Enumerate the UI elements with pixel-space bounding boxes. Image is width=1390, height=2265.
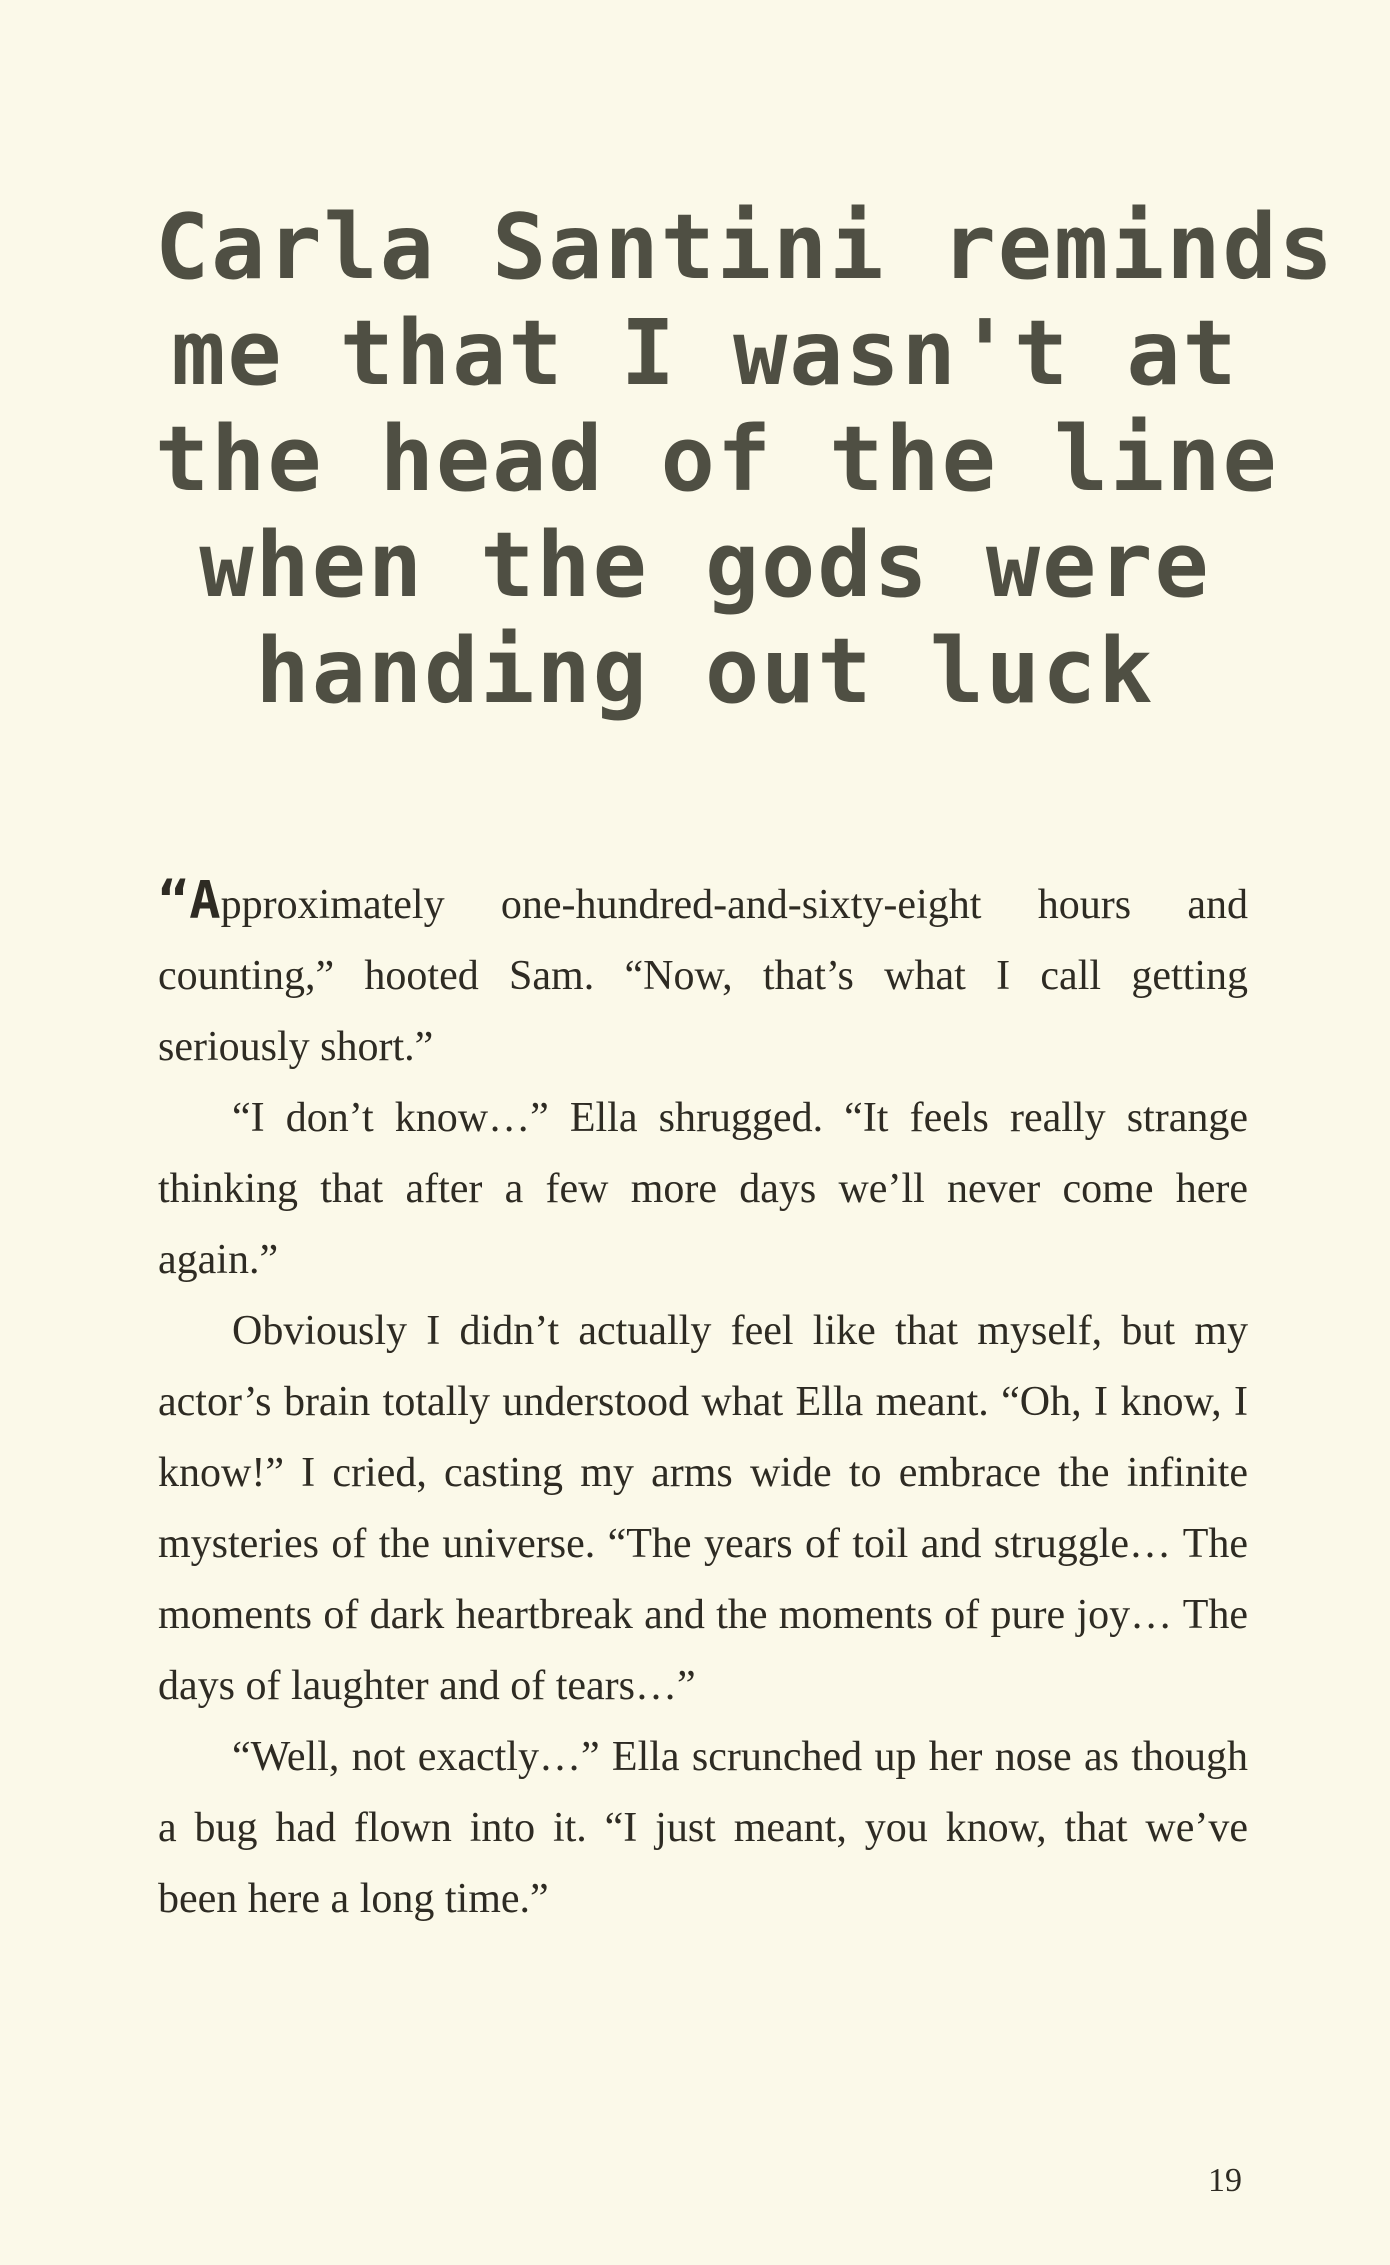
chapter-title-line: handing out luck: [255, 619, 1155, 724]
paragraph: “I don’t know…” Ella shrugged. “It feels really strange thinking that after a few more days we’ll never come here again.”: [158, 1095, 1248, 1283]
chapter-title-line: the head of the line: [155, 407, 1279, 512]
chapter-title-line: Carla Santini reminds: [155, 195, 1335, 300]
paragraph: “Well, not exactly…” Ella scrunched up her nose as though a bug had flown into it. “I just meant, you know, that we’ve been here a long time.”: [158, 1734, 1248, 1922]
paragraph: Obviously I didn’t actually feel like that myself, but my actor’s brain totally understood what Ella meant. “Oh, I know, I know!” I cried, casting my arms wide to embrace the infinite mysteries of the universe. “The years of toil and struggle… The moments of dark heartbreak and the moments of pure joy… The days of laughter and of tears…”: [158, 1308, 1248, 1709]
chapter-title: [155, 195, 1335, 725]
chapter-title-line: when the gods were: [199, 513, 1211, 618]
chapter-title-line: me that I wasn't at: [171, 301, 1239, 406]
paragraph-text: pproximately one-hundred-and-sixty-eight hours and counting,” hooted Sam. “Now, that’s what I call getting seriously short.”: [158, 882, 1248, 1070]
body-text: [158, 866, 1248, 1935]
drop-cap: “A: [158, 871, 221, 931]
page-number: 19: [1208, 2162, 1242, 2199]
paragraph: [158, 866, 1248, 1083]
